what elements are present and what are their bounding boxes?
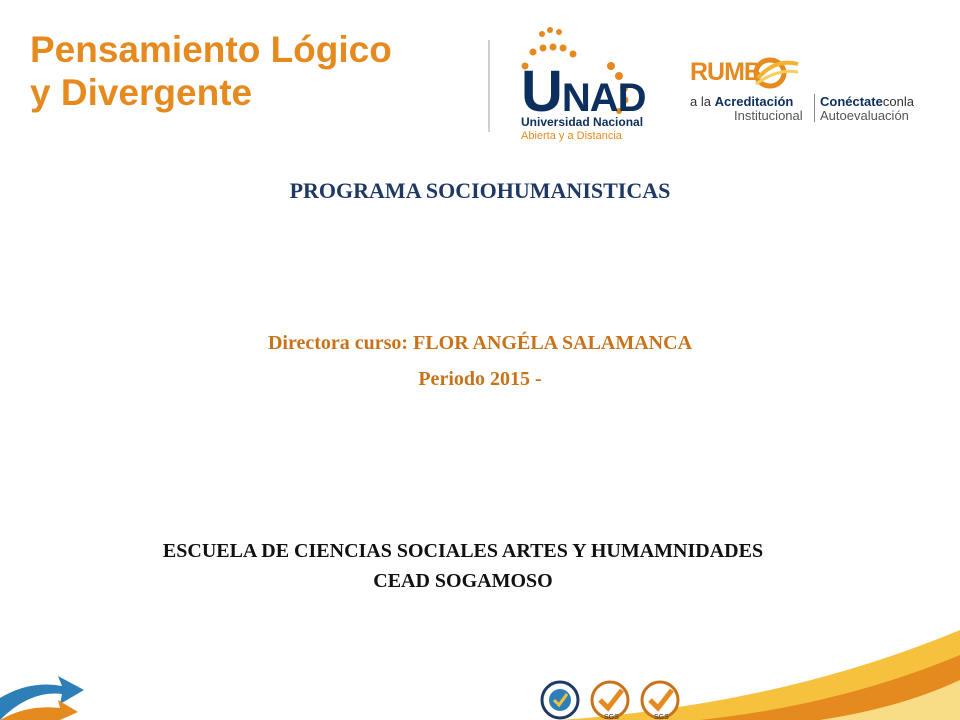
seal-label-1: SGS [604, 714, 619, 720]
footer-swoosh-icon [0, 610, 960, 720]
unad-subtitle-1: Universidad Nacional [521, 115, 644, 129]
seal-icon-2 [592, 682, 628, 718]
seal-icon-3 [642, 682, 678, 718]
title-line-2: y Divergente [30, 72, 253, 113]
rumbo-line-3-rest: conla [882, 94, 914, 109]
course-director: Directora curso: FLOR ANGÉLA SALAMANCA [267, 332, 693, 354]
rumbo-line-2: Institucional [734, 108, 803, 123]
slide-title [30, 28, 392, 114]
school-block [0, 536, 926, 596]
rumbo-line-1-bold: Acreditación [714, 94, 794, 109]
unad-subtitle-2: Abierta y a Distancia [521, 130, 622, 142]
certification-seals [540, 678, 690, 720]
cead-name: CEAD SOGAMOSO [373, 570, 553, 592]
program-heading: PROGRAMA SOCIOHUMANISTICAS [289, 178, 671, 203]
rumbo-line-3-bold: Conéctate [820, 94, 883, 109]
rumbo-line-1-prefix: a la [690, 94, 715, 109]
seal-icon-1 [542, 682, 578, 718]
rumbo-line-3 [820, 94, 914, 109]
rumbo-swirl-icon [752, 56, 800, 90]
unad-u: U [521, 59, 562, 124]
rumbo-line-1 [690, 94, 793, 109]
rumbo-separator [814, 94, 815, 122]
course-period: Periodo 2015 - [418, 368, 542, 390]
rumbo-logo [690, 58, 930, 128]
unad-nad: NAD [561, 76, 646, 120]
header-divider [488, 40, 490, 132]
seal-label-2: SGS [654, 714, 669, 720]
school-name: ESCUELA DE CIENCIAS SOCIALES ARTES Y HUMAMNIDADES [162, 540, 764, 562]
rumbo-word: RUMB [690, 58, 761, 86]
rumbo-line-4: Autoevaluación [820, 108, 909, 123]
unad-logo [515, 14, 646, 142]
title-line-1: Pensamiento Lógico [30, 29, 392, 70]
